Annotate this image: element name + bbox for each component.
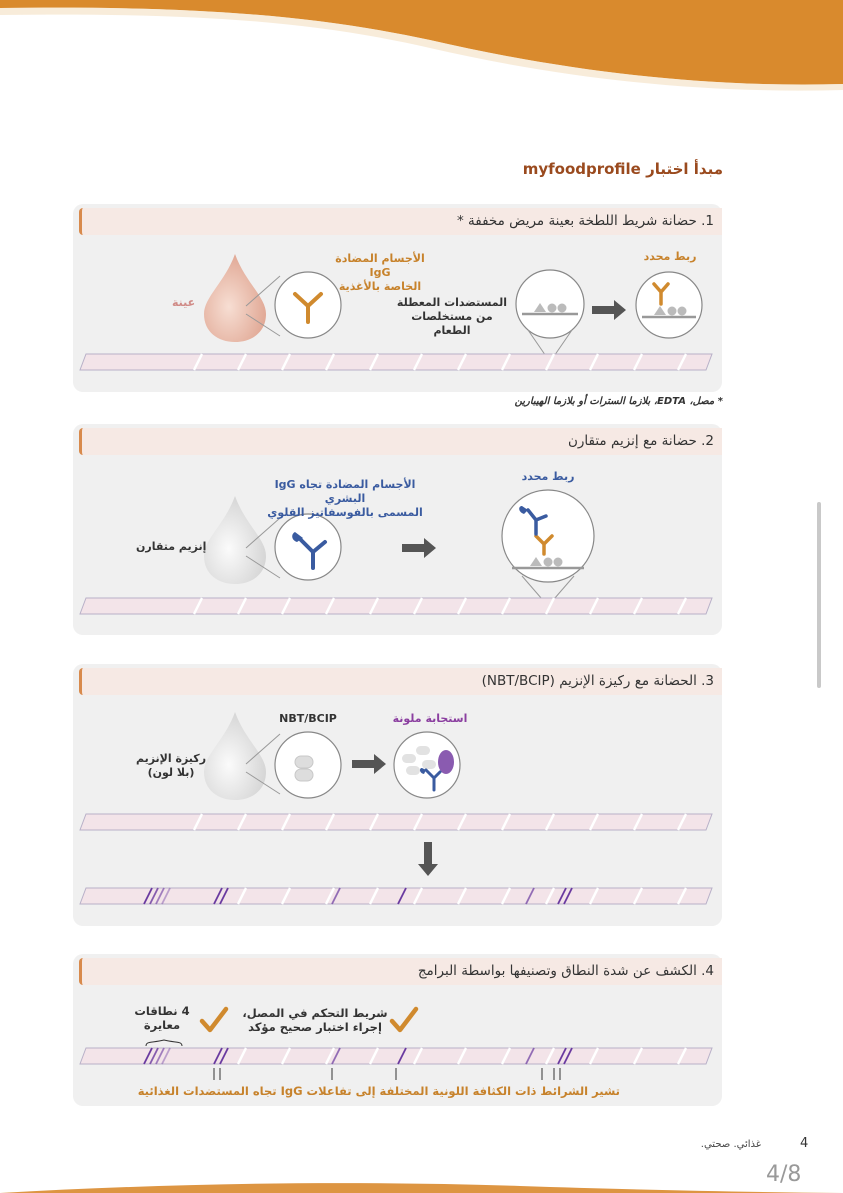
checkmark-icon xyxy=(390,1007,418,1033)
band-markers xyxy=(200,1068,580,1082)
step3-header xyxy=(79,668,722,695)
serum-control-label-line1: شريط التحكم في المصل، xyxy=(242,1006,388,1020)
antigens-label-line2: من مستخلصات الطعام xyxy=(411,310,493,337)
substrate-label xyxy=(133,752,209,780)
blot-strip xyxy=(78,353,714,371)
scrollbar-thumb[interactable] xyxy=(817,502,821,688)
blot-strip xyxy=(78,597,714,615)
band-intensity-note: تشير الشرائط ذات الكثافة اللونية المختلفة إلى تفاعلات IgG تجاه المستضدات الغذائية xyxy=(137,1084,620,1098)
page-number: 4 xyxy=(800,1136,809,1151)
color-reaction-circle-icon xyxy=(392,730,462,800)
substrate-circle-icon xyxy=(273,730,343,800)
blot-strip xyxy=(78,813,714,831)
igg-antibody-label-line1: الأجسام المضادة IgG xyxy=(335,252,425,279)
antigens-label-line1: المستضدات المعطلة xyxy=(396,296,508,309)
anti-igg-label-line1: الأجسام المضادة تجاه IgG البشري xyxy=(274,478,416,505)
specific-binding-circle-icon xyxy=(634,270,704,340)
nbt-bcip-label: NBT/BCIP xyxy=(279,712,337,725)
calibration-bands-label-line1: 4 نطاقات xyxy=(134,1004,190,1018)
specific-binding-label: ربط محدد xyxy=(643,250,697,263)
checkmark-icon xyxy=(200,1007,228,1033)
igg-antibody-label xyxy=(325,252,435,294)
arrow-down-icon xyxy=(418,842,438,878)
substrate-label-line2: (بلا لون) xyxy=(147,766,195,779)
substrate-label-line1: ركيزة الإنزيم xyxy=(135,752,207,765)
calibration-bands-label-line2: معايرة xyxy=(143,1018,181,1032)
step4-header xyxy=(79,958,722,985)
sandwich-binding-circle-icon xyxy=(500,488,596,610)
serum-control-label-line2: إجراء اختبار صحيح مؤكد xyxy=(248,1020,382,1034)
arrow-right-icon xyxy=(352,754,388,774)
igg-antibody-label-line2: الخاصة بالأغذية xyxy=(338,280,422,293)
step2-header xyxy=(79,428,722,455)
antigens-label xyxy=(392,296,512,338)
step1-title: 1. حضانة شريط اللطخة بعينة مريض مخففة * xyxy=(457,213,714,229)
step4-title: 4. الكشف عن شدة النطاق وتصنيفها بواسطة البرامج xyxy=(417,963,714,979)
serum-control-label xyxy=(240,1006,390,1034)
specific-binding-label: ربط محدد xyxy=(521,470,575,483)
header-banner xyxy=(0,0,843,90)
arrow-right-icon xyxy=(592,300,628,320)
developed-strip xyxy=(78,887,714,905)
footer-swoosh xyxy=(0,1178,843,1193)
arrow-right-icon xyxy=(402,538,438,558)
page-title: مبدأ اختبار myfoodprofile xyxy=(522,160,723,178)
footnote: * مصل، EDTA، بلازما السترات أو بلازما الهيبارين xyxy=(514,396,723,407)
page-indicator: 4/8 xyxy=(766,1162,802,1187)
step1-header xyxy=(79,208,722,235)
sample-label: عينة xyxy=(172,296,196,309)
anti-igg-label-line2: المسمى بالفوسفاتيز القلوي xyxy=(267,506,423,519)
result-strip xyxy=(78,1047,714,1065)
step3-title: 3. الحضانة مع ركيزة الإنزيم (NBT/BCIP) xyxy=(481,673,714,689)
step2-title: 2. حضانة مع إنزيم متقارن xyxy=(567,433,714,449)
conjugate-label: إنزيم متقارن xyxy=(136,540,207,553)
calibration-bands-label xyxy=(134,1004,190,1032)
footer-brand: غذائي. صحتي. xyxy=(700,1139,761,1150)
anti-igg-label xyxy=(255,478,435,520)
color-reaction-label: استجابة ملونة xyxy=(392,712,468,725)
conjugate-antibody-circle-icon xyxy=(273,512,343,582)
